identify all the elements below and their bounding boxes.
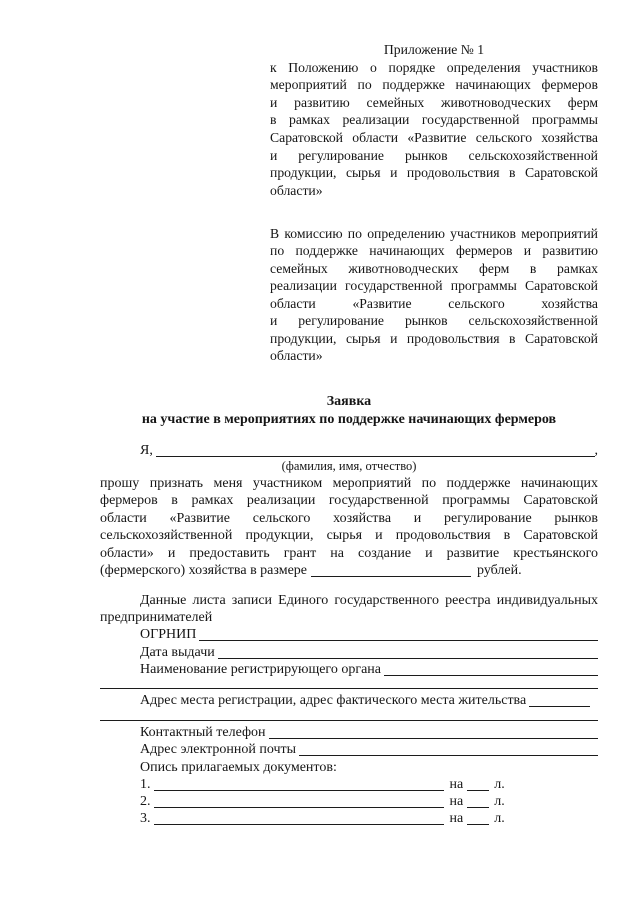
- authority-blank: [384, 661, 598, 676]
- attachment-item: [100, 810, 598, 827]
- grant-amount-row: [100, 562, 598, 579]
- request-paragraph: [100, 475, 598, 579]
- attachment-pages-suffix: л.: [494, 776, 505, 792]
- appendix-text-line: и развитию семейных животноводческих ферм: [270, 94, 598, 110]
- appendix-block: [270, 41, 598, 199]
- email-label: Адрес электронной почты: [140, 742, 297, 758]
- attachment-pages-prefix: на: [449, 811, 464, 827]
- grant-amount-suffix: рублей.: [477, 562, 522, 578]
- address-blank: [529, 692, 590, 707]
- grant-amount-blank: [311, 562, 471, 577]
- phone-blank: [269, 724, 598, 739]
- application-title-block: [100, 393, 598, 429]
- address-row: [100, 692, 598, 709]
- addressee-line: области»: [270, 348, 323, 364]
- application-title: Заявка: [326, 394, 372, 409]
- registry-section: [100, 592, 598, 827]
- attachment-number: 2.: [140, 793, 151, 809]
- attachment-pages-blank: [467, 810, 489, 825]
- applicant-name-row: [140, 442, 598, 460]
- addressee-line: продукции, сырья и продовольствия в Саратовской: [270, 330, 598, 346]
- attachment-pages-prefix: на: [449, 793, 464, 809]
- appendix-text-line: мероприятий по поддержке начинающих фермеров: [270, 77, 598, 93]
- attachments-label: Опись прилагаемых документов:: [140, 759, 337, 775]
- appendix-text-line: продукции, сырья и продовольствия в Саратовской: [270, 165, 598, 181]
- appendix-text-line: и регулирование рынков сельскохозяйственной: [270, 147, 598, 163]
- ogrnip-label: ОГРНИП: [140, 627, 197, 643]
- addressee-block: [270, 225, 598, 365]
- applicant-name-caption: (фамилия, имя, отчество): [281, 459, 417, 473]
- appendix-text-line: области»: [270, 182, 323, 198]
- attachment-pages-blank: [467, 793, 489, 808]
- authority-continuation-row: [100, 678, 598, 693]
- address-continuation-row: [100, 710, 598, 725]
- attachment-name-blank: [154, 776, 444, 791]
- attachment-number: 1.: [140, 776, 151, 792]
- authority-label: Наименование регистрирующего органа: [140, 661, 381, 677]
- email-row: [100, 741, 598, 758]
- appendix-text-line: к Положению о порядке определения участников: [270, 59, 598, 75]
- attachment-pages-prefix: на: [449, 776, 464, 792]
- application-subtitle: на участие в мероприятиях по поддержке начинающих фермеров: [141, 412, 557, 427]
- address-label: Адрес места регистрации, адрес фактического места жительства: [140, 693, 527, 709]
- addressee-line: и регулирование рынков сельскохозяйственной: [270, 313, 598, 329]
- addressee-line: реализации государственной программы Саратовской: [270, 278, 598, 294]
- phone-label: Контактный телефон: [140, 725, 266, 741]
- grant-amount-prefix: (фермерского) хозяйства в размере: [100, 562, 308, 578]
- request-line: сельскохозяйственной продукции, сырья и продовольствия в Саратовской: [100, 528, 598, 544]
- ogrnip-row: [100, 626, 598, 643]
- email-blank: [299, 741, 598, 756]
- issue-date-label: Дата выдачи: [140, 644, 215, 660]
- applicant-suffix: ,: [594, 443, 598, 458]
- appendix-heading: Приложение № 1: [383, 42, 485, 57]
- attachment-pages-suffix: л.: [494, 793, 505, 809]
- address-continuation-blank: [100, 710, 598, 721]
- request-line: области «Развитие сельского хозяйства и регулирование рынков: [100, 510, 598, 526]
- addressee-line: семейных животноводческих ферм в рамках: [270, 260, 598, 276]
- applicant-name-blank: [156, 442, 595, 457]
- issue-date-blank: [218, 644, 598, 659]
- issue-date-row: [100, 644, 598, 661]
- attachment-pages-blank: [467, 776, 489, 791]
- request-line: области» и предоставить грант на создание и развитие крестьянского: [100, 545, 598, 561]
- phone-row: [100, 724, 598, 741]
- attachment-number: 3.: [140, 811, 151, 827]
- attachment-name-blank: [154, 810, 444, 825]
- addressee-line: области «Развитие сельского хозяйства: [270, 295, 598, 311]
- attachment-item: [100, 776, 598, 793]
- appendix-text-line: Саратовской области «Развитие сельского хозяйства: [270, 129, 598, 145]
- addressee-line: В комиссию по определению участников мероприятий: [270, 226, 598, 241]
- authority-continuation-blank: [100, 678, 598, 689]
- appendix-text-line: в рамках реализации государственной программы: [270, 112, 598, 128]
- addressee-line: по поддержке начинающих фермеров и развитию: [270, 243, 598, 259]
- request-line: фермеров в рамках реализации государственной программы Саратовской: [100, 493, 598, 509]
- registry-intro-line: предпринимателей: [100, 610, 213, 626]
- attachment-item: [100, 793, 598, 810]
- attachment-name-blank: [154, 793, 444, 808]
- request-line: прошу признать меня участником мероприятий по поддержке начинающих: [100, 476, 598, 491]
- registry-intro-line: Данные листа записи Единого государственного реестра индивидуальных: [140, 593, 598, 608]
- ogrnip-blank: [199, 626, 598, 641]
- authority-row: [100, 661, 598, 678]
- applicant-prefix: Я,: [140, 443, 153, 458]
- attachment-pages-suffix: л.: [494, 811, 505, 827]
